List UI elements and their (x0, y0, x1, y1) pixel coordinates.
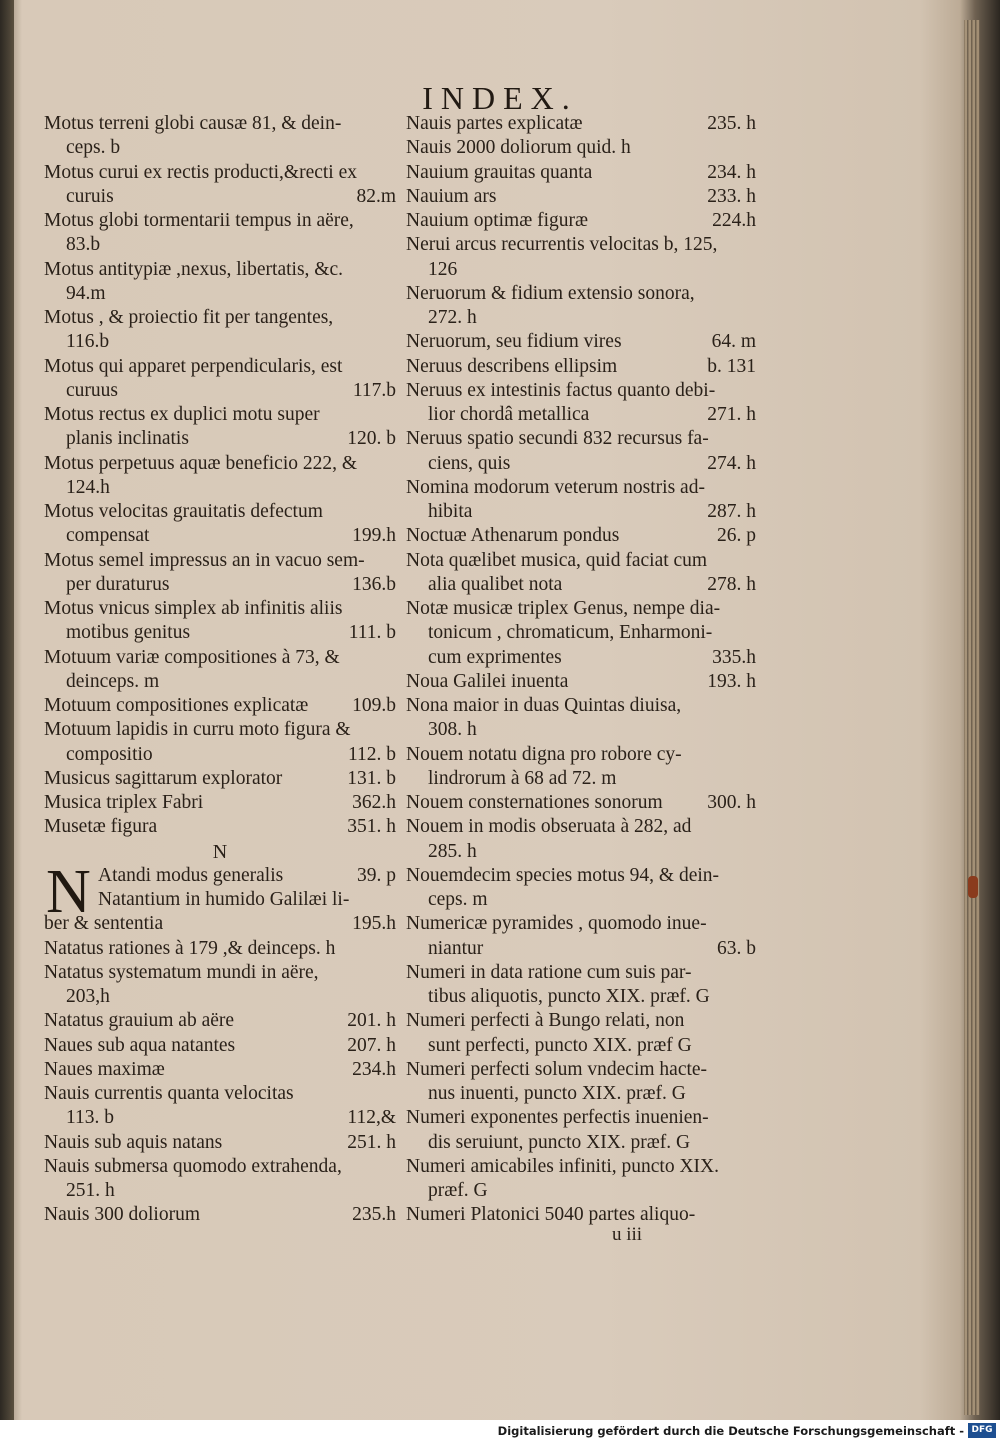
entry-line: hibita (428, 501, 473, 522)
entry-line: Motuum variæ compositiones à 73, & (44, 646, 340, 668)
entry-line: Nauium optimæ figuræ (406, 210, 588, 231)
entry-line: 203,h (66, 986, 110, 1007)
entry-line: planis inclinatis (66, 428, 189, 450)
index-entry (44, 937, 396, 961)
index-entry (406, 1058, 756, 1107)
entry-line: motibus genitus (66, 622, 191, 644)
index-entry (44, 864, 396, 888)
index-entry (44, 1131, 396, 1155)
index-entry (44, 549, 396, 598)
index-entry (44, 452, 396, 501)
index-entry (406, 961, 756, 1010)
page-reference: 224.h (712, 210, 756, 231)
entry-line: Nauis 300 doliorum (44, 1204, 200, 1226)
entry-line: Motus terreni globi causæ 81, & dein- (44, 113, 342, 134)
entry-line: sunt perfecti, puncto XIX. præf G (428, 1034, 692, 1056)
index-entry (406, 694, 756, 743)
page-reference: 136.b (352, 573, 396, 595)
index-column-right (406, 112, 756, 1228)
index-entry (406, 791, 756, 815)
index-entry (44, 112, 396, 161)
entry-line: Musicus sagittarum explorator (44, 767, 283, 789)
entry-line: Numeri in data ratione cum suis par- (406, 961, 692, 983)
entry-line: Nomina modorum veterum nostris ad- (406, 476, 705, 498)
entry-line: Naues maximæ (44, 1058, 165, 1080)
entry-line: Numeri perfecti à Bungo relati, non (406, 1010, 685, 1032)
entry-line: 113. b (66, 1107, 115, 1129)
entry-line: 126 (428, 258, 458, 280)
entry-line: Nauis submersa quomodo extrahenda, (44, 1155, 342, 1177)
page-reference: 39. p (357, 864, 396, 886)
right-entries (406, 112, 756, 1228)
entry-line: Nouemdecim species motus 94, & dein- (406, 864, 720, 886)
dropcap-letter: N (46, 857, 91, 926)
page-reference: 235.h (352, 1204, 396, 1226)
entry-line: Motus rectus ex duplici motu super (44, 404, 320, 425)
index-entry (406, 1009, 756, 1058)
entry-line: per duraturus (66, 573, 170, 595)
entry-line: Nauis currentis quanta velocitas (44, 1083, 294, 1104)
entry-line: deinceps. m (66, 670, 160, 692)
page-reference: 109.b (352, 695, 396, 716)
page-reference: 112,& (347, 1107, 396, 1129)
index-entry (406, 1155, 756, 1204)
entry-line: tonicum , chromaticum, Enharmoni- (428, 622, 713, 644)
index-entry (406, 549, 756, 598)
page-reference: 82.m (356, 185, 396, 207)
index-entry (44, 646, 396, 695)
page-reference: 63. b (717, 937, 756, 959)
entry-line: Nauis 2000 doliorum quid. h (406, 137, 631, 159)
entry-line: Nauis sub aquis natans (44, 1131, 223, 1153)
index-entry (406, 524, 756, 548)
section-letter: N (212, 840, 228, 863)
page-title: INDEX. (422, 80, 578, 116)
page-reference: 193. h (707, 670, 756, 692)
entry-line: 116.b (66, 331, 110, 353)
entry-line: Motus , & proiectio fit per tangentes, (44, 307, 334, 328)
page-reference: 362.h (352, 792, 396, 813)
entry-line: 308. h (428, 719, 477, 741)
entry-line: Noua Galilei inuenta (406, 670, 569, 692)
index-entry (406, 185, 756, 209)
entry-line: Atandi modus generalis (98, 864, 284, 886)
index-entry (44, 888, 396, 912)
index-entry (44, 355, 396, 404)
entry-line: Motuum lapidis in curru moto figura & (44, 719, 351, 741)
page-reference: 274. h (707, 452, 756, 474)
entry-line: Notæ musicæ triplex Genus, nempe dia- (406, 598, 721, 619)
index-entry (44, 1082, 396, 1131)
entry-line: Motus velocitas grauitatis defectum (44, 501, 323, 522)
entry-line: Nona maior in duas Quintas diuisa, (406, 695, 682, 716)
entry-line: lior chordâ metallica (428, 404, 590, 425)
entry-line: Motus perpetuus aquæ beneficio 222, & (44, 452, 358, 474)
index-entry (406, 427, 756, 476)
page-reference: 111. b (348, 622, 396, 644)
page-reference: 120. b (347, 428, 396, 450)
entry-line: Naues sub aqua natantes (44, 1034, 236, 1056)
entry-line: Nouem in modis obseruata à 282, ad (406, 816, 692, 838)
index-entry (44, 1155, 396, 1204)
index-entry (44, 258, 396, 307)
entry-line: Motus vnicus simplex ab infinitis aliis (44, 598, 343, 619)
entry-line: curuis (66, 185, 114, 207)
funding-credit: Digitalisierung gefördert durch die Deutsche Forschungsgemeinschaft - (497, 1424, 964, 1438)
entry-line: Numeri Platonici 5040 partes aliquo- (406, 1204, 696, 1226)
entry-line: Motus curui ex rectis producti,&recti ex (44, 161, 357, 183)
left-entries-after (44, 912, 396, 1227)
index-entry (406, 1203, 756, 1227)
page-reference: 131. b (347, 767, 396, 789)
index-entry (44, 912, 396, 936)
index-entry (44, 1058, 396, 1082)
entry-line: Motus globi tormentarii tempus in aëre, (44, 210, 354, 231)
entry-line: ceps. m (428, 889, 488, 910)
entry-line: 94.m (66, 282, 106, 304)
entry-line: præf. G (428, 1180, 488, 1201)
entry-line: Nauium ars (406, 185, 497, 207)
page-reference: b. 131 (707, 355, 756, 377)
index-entry (406, 864, 756, 913)
dropcap-lines (44, 864, 396, 913)
entry-line: Nouem consternationes sonorum (406, 792, 663, 813)
entry-line: 83.b (66, 234, 101, 256)
index-entry (406, 476, 756, 525)
page-reference: 199.h (352, 525, 396, 547)
entry-line: Numericæ pyramides , quomodo inue- (406, 913, 707, 935)
left-entries-before (44, 112, 396, 840)
entry-line: Nauis partes explicatæ (406, 113, 583, 134)
bookmark-tab (968, 876, 978, 898)
index-entry (44, 1009, 396, 1033)
entry-line: curuus (66, 379, 118, 401)
entry-line: Motus qui apparet perpendicularis, est (44, 355, 343, 377)
page-reference: 351. h (347, 816, 396, 838)
index-entry (44, 718, 396, 767)
index-entry (406, 597, 756, 670)
entry-line: tibus aliquotis, puncto XIX. præf. G (428, 986, 710, 1007)
entry-line: cum exprimentes (428, 646, 562, 668)
index-column-left (44, 112, 396, 1228)
entry-line: Natantium in humido Galilæi li- (98, 889, 350, 910)
index-entry (44, 597, 396, 646)
book-spine-edge (0, 0, 14, 1420)
entry-line: Natatus systematum mundi in aëre, (44, 961, 319, 983)
index-entry (406, 209, 756, 233)
index-entry (406, 355, 756, 379)
entry-line: Natatus grauium ab aëre (44, 1010, 235, 1032)
page-reference: 112. b (347, 743, 396, 765)
index-entry (44, 961, 396, 1010)
page-reference: 235. h (707, 113, 756, 134)
index-entry (44, 306, 396, 355)
entry-line: Neruorum & fidium extensio sonora, (406, 282, 695, 304)
index-entry (44, 1034, 396, 1058)
index-entry (406, 330, 756, 354)
entry-line: Nauium grauitas quanta (406, 161, 593, 183)
page-reference: 64. m (711, 331, 756, 353)
page-reference: 278. h (707, 573, 756, 595)
entry-line: Noctuæ Athenarum pondus (406, 525, 620, 547)
index-entry (44, 694, 396, 718)
index-entry (44, 1203, 396, 1227)
entry-line: Neruus spatio secundi 832 recursus fa- (406, 428, 709, 450)
entry-line: ciens, quis (428, 452, 511, 474)
entry-line: alia qualibet nota (428, 573, 563, 595)
entry-line: compositio (66, 743, 153, 765)
page-reference: 207. h (347, 1034, 396, 1056)
page-reference: 271. h (707, 404, 756, 425)
entry-line: Numeri amicabiles infiniti, puncto XIX. (406, 1155, 720, 1177)
entry-line: ceps. b (66, 137, 121, 159)
entry-line: 272. h (428, 307, 477, 328)
index-entry (406, 815, 756, 864)
entry-line: Neruus describens ellipsim (406, 355, 618, 377)
page-reference: 117.b (352, 379, 396, 401)
entry-line: 124.h (66, 476, 110, 498)
index-entry (406, 1106, 756, 1155)
entry-line: 251. h (66, 1180, 115, 1201)
index-entry (406, 743, 756, 792)
entry-line: Nota quælibet musica, quid faciat cum (406, 549, 708, 571)
entry-line: ber & sententia (44, 913, 164, 935)
index-entry (44, 403, 396, 452)
index-entry (44, 791, 396, 815)
entry-line: Nouem notatu digna pro robore cy- (406, 743, 682, 765)
entry-line: Motus semel impressus an in vacuo sem- (44, 549, 365, 571)
index-entry (44, 767, 396, 791)
page-reference: 234. h (707, 161, 756, 183)
index-entry (406, 161, 756, 185)
index-entry (406, 670, 756, 694)
page-reference: 234.h (352, 1058, 396, 1080)
entry-line: Natatus rationes à 179 ,& deinceps. h (44, 937, 336, 959)
entry-line: Numeri exponentes perfectis inuenien- (406, 1107, 709, 1129)
entry-line: Motuum compositiones explicatæ (44, 695, 309, 716)
entry-line: compensat (66, 525, 150, 547)
entry-line: lindrorum à 68 ad 72. m (428, 767, 617, 789)
entry-line: 285. h (428, 840, 477, 862)
entry-line: Nerui arcus recurrentis velocitas b, 125, (406, 234, 718, 256)
entry-line: nus inuenti, puncto XIX. præf. G (428, 1083, 686, 1104)
index-entry (44, 209, 396, 258)
entry-line: Neruorum, seu fidium vires (406, 331, 622, 353)
index-entry (44, 500, 396, 549)
index-entry (406, 112, 756, 136)
index-entry (406, 282, 756, 331)
page-reference: 233. h (707, 185, 756, 207)
page-reference: 201. h (347, 1010, 396, 1032)
entry-line: Motus antitypiæ ,nexus, libertatis, &c. (44, 258, 343, 280)
entry-line: dis seruiunt, puncto XIX. præf. G (428, 1131, 691, 1153)
index-entry (406, 912, 756, 961)
page-reference: 335.h (712, 646, 756, 668)
dfg-logo: DFG (968, 1423, 996, 1438)
index-entry (406, 233, 756, 282)
page-reference: 251. h (347, 1131, 396, 1153)
index-entry (44, 161, 396, 210)
catchword: u iii (612, 1224, 643, 1245)
entry-line: Neruus ex intestinis factus quanto debi- (406, 379, 716, 401)
index-entry (406, 136, 756, 160)
page-reference: 26. p (717, 525, 756, 547)
entry-line: Numeri perfecti solum vndecim hacte- (406, 1058, 708, 1080)
entry-line: niantur (428, 937, 484, 959)
index-entry (44, 815, 396, 839)
entry-line: Musica triplex Fabri (44, 792, 204, 813)
page-reference: 287. h (707, 501, 756, 522)
page-reference: 300. h (707, 792, 756, 813)
entry-line: Musetæ figura (44, 816, 158, 838)
index-entry (406, 379, 756, 428)
page-reference: 195.h (352, 913, 396, 935)
page-stack-edge (964, 20, 980, 1415)
